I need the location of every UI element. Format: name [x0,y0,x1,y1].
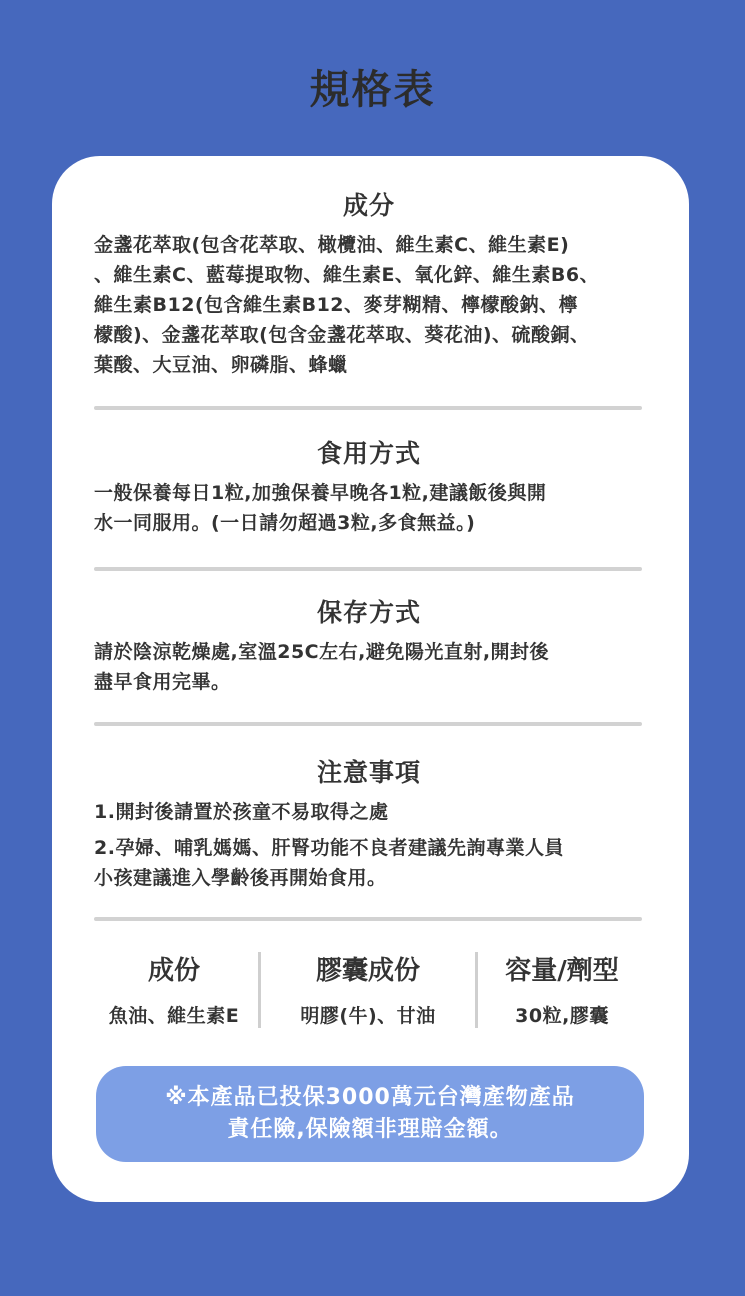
section-divider [94,722,642,726]
notes-section [94,753,644,893]
notes-line: 2.孕婦、哺乳媽媽、肝腎功能不良者建議先詢專業人員 [94,837,564,859]
notes-line: 1.開封後請置於孩童不易取得之處 [94,801,389,823]
section-divider [94,567,642,571]
usage-line: 水一同服用。(一日請勿超過3粒,多食無益。) [94,512,476,534]
storage-section [94,593,644,697]
storage-body [94,637,644,697]
notice-line: 責任險,保險額非理賠金額。 [227,1117,513,1142]
section-divider [94,917,642,921]
spec-column-ingredient [90,950,258,1030]
spec-value: 明膠(牛)、甘油 [300,1005,436,1027]
spec-header: 容量/劑型 [505,956,619,986]
usage-title: 食用方式 [316,439,421,468]
spec-value: 30粒,膠囊 [515,1005,609,1027]
ingredients-line: 檬酸)、金盞花萃取(包含金盞花萃取、葵花油)、硫酸銅、 [94,324,590,346]
notes-title: 注意事項 [316,758,421,787]
storage-title: 保存方式 [316,598,421,627]
ingredients-line: 葉酸、大豆油、卵磷脂、蜂蠟 [94,354,348,376]
usage-body [94,478,644,538]
section-divider [94,406,642,410]
storage-line: 請於陰涼乾燥處,室溫25C左右,避免陽光直射,開封後 [94,641,550,663]
ingredients-section [94,186,644,380]
notes-line: 小孩建議進入學齡後再開始食用。 [94,867,387,889]
ingredients-body [94,230,644,380]
notes-body [94,797,644,893]
spec-table [90,950,646,1030]
spec-column-capsule [261,950,475,1030]
usage-section [94,434,644,538]
spec-column-capacity [478,950,646,1030]
spec-value: 魚油、維生素E [108,1005,240,1027]
ingredients-title: 成分 [342,191,395,220]
spec-header: 膠囊成份 [315,956,420,986]
ingredients-line: 維生素B12(包含維生素B12、麥芽糊精、檸檬酸鈉、檸 [94,294,579,316]
ingredients-line: 金盞花萃取(包含花萃取、橄欖油、維生素C、維生素E) [94,234,570,256]
notice-line: ※本產品已投保3000萬元台灣產物產品 [165,1085,575,1110]
spec-card [52,156,689,1202]
usage-line: 一般保養每日1粒,加強保養早晚各1粒,建議飯後與開 [94,482,547,504]
storage-line: 盡早食用完畢。 [94,671,231,693]
spec-header: 成份 [147,956,200,986]
insurance-notice [96,1066,644,1162]
ingredients-line: 、維生素C、藍莓提取物、維生素E、氧化鋅、維生素B6、 [94,264,600,286]
page-title: 規格表 [309,67,436,113]
